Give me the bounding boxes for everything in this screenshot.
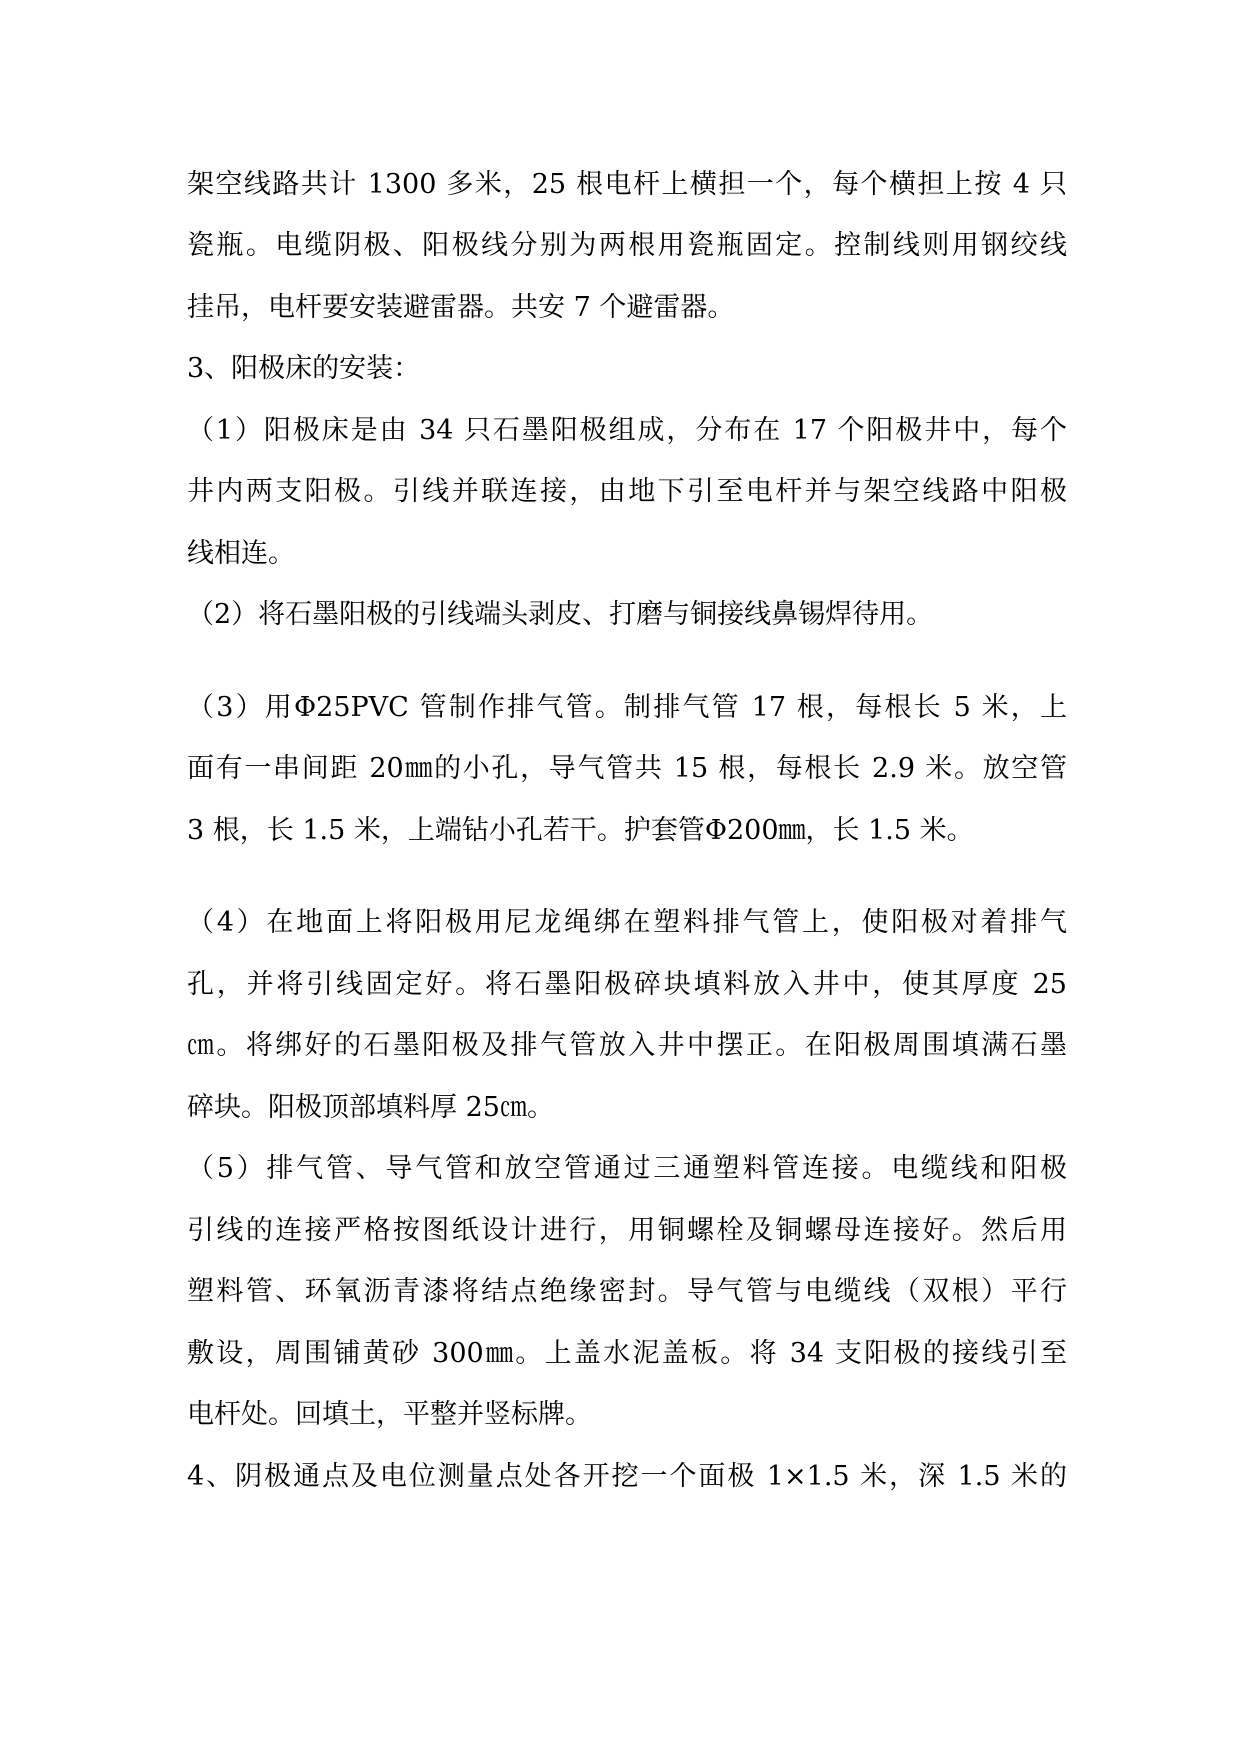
paragraph-line-15: 碎块。阳极顶部填料厚 25㎝。 bbox=[187, 1092, 554, 1123]
paragraph-line-20: 电杆处。回填土，平整并竖标牌。 bbox=[187, 1399, 592, 1430]
paragraph-line-9: （3）用Φ25PVC 管制作排气管。制排气管 17 根，每根长 5 米，上 bbox=[187, 692, 1067, 723]
paragraph-line-17: 引线的连接严格按图纸设计进行，用铜螺栓及铜螺母连接好。然后用 bbox=[187, 1215, 1067, 1246]
paragraph-line-14: ㎝。将绑好的石墨阳极及排气管放入井中摆正。在阳极周围填满石墨 bbox=[187, 1030, 1067, 1061]
paragraph-line-8: （2）将石墨阳极的引线端头剥皮、打磨与铜接线鼻锡焊待用。 bbox=[187, 599, 934, 630]
section-heading-anode-bed: 3、阳极床的安装： bbox=[187, 353, 421, 384]
paragraph-line-7: 线相连。 bbox=[187, 538, 295, 569]
paragraph-line-16: （5）排气管、导气管和放空管通过三通塑料管连接。电缆线和阳极 bbox=[187, 1153, 1067, 1184]
paragraph-line-12: （4）在地面上将阳极用尼龙绳绑在塑料排气管上，使阳极对着排气 bbox=[187, 907, 1067, 938]
paragraph-line-2: 瓷瓶。电缆阴极、阳极线分别为两根用瓷瓶固定。控制线则用钢绞线 bbox=[187, 230, 1067, 261]
paragraph-line-1: 架空线路共计 1300 多米，25 根电杆上横担一个，每个横担上按 4 只 bbox=[187, 169, 1067, 200]
paragraph-line-3: 挂吊，电杆要安装避雷器。共安 7 个避雷器。 bbox=[187, 292, 735, 323]
paragraph-line-18: 塑料管、环氧沥青漆将结点绝缘密封。导气管与电缆线（双根）平行 bbox=[187, 1276, 1067, 1307]
paragraph-line-6: 井内两支阳极。引线并联连接，由地下引至电杆并与架空线路中阳极 bbox=[187, 476, 1067, 507]
paragraph-line-11: 3 根，长 1.5 米，上端钻小孔若干。护套管Φ200㎜，长 1.5 米。 bbox=[187, 815, 974, 846]
paragraph-line-13: 孔，并将引线固定好。将石墨阳极碎块填料放入井中，使其厚度 25 bbox=[187, 969, 1067, 1000]
paragraph-line-10: 面有一串间距 20㎜的小孔，导气管共 15 根，每根长 2.9 米。放空管 bbox=[187, 753, 1067, 784]
paragraph-line-19: 敷设，周围铺黄砂 300㎜。上盖水泥盖板。将 34 支阳极的接线引至 bbox=[187, 1338, 1067, 1369]
paragraph-line-21: 4、阴极通点及电位测量点处各开挖一个面极 1×1.5 米，深 1.5 米的 bbox=[187, 1461, 1067, 1492]
paragraph-line-5: （1）阳极床是由 34 只石墨阳极组成，分布在 17 个阳极井中，每个 bbox=[187, 415, 1067, 446]
